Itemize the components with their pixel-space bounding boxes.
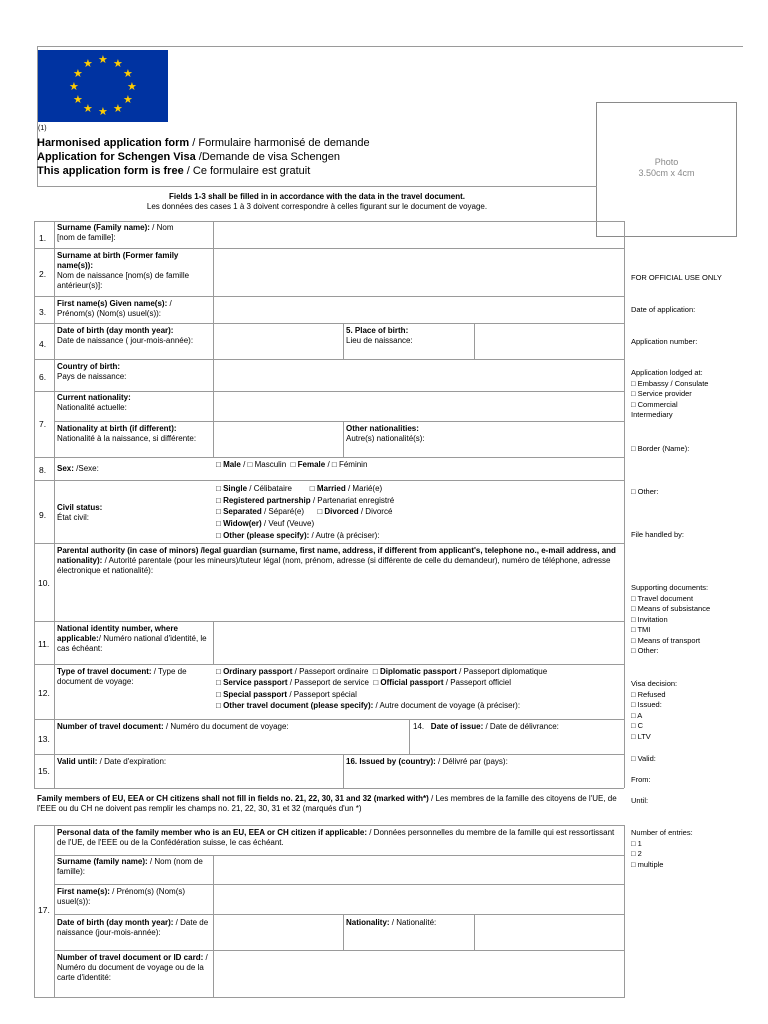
surname-input[interactable] bbox=[214, 222, 623, 247]
field-family-nationality-label: Nationality: / Nationalité: bbox=[346, 918, 437, 927]
supporting-checkbox[interactable]: □ TMI bbox=[631, 625, 651, 634]
row-rule bbox=[34, 788, 624, 789]
civil-option-separated[interactable]: □ Separated / Séparé(e) □ Divorced / Divorcé bbox=[216, 507, 393, 517]
travel-doc-option[interactable]: □ Special passport / Passeport spécial bbox=[216, 689, 357, 699]
row-rule bbox=[34, 480, 624, 481]
official-file-handled: File handled by: bbox=[631, 530, 684, 539]
field-country-birth-label: Country of birth: Pays de naissance: bbox=[57, 362, 127, 381]
field-number: 12. bbox=[38, 688, 50, 698]
civil-option-single[interactable]: □ Single / Célibataire □ Married / Marié(e) bbox=[216, 484, 383, 493]
field-family-doc-number-label: Number of travel document or ID card: / Numéro du document de voyage ou de la carte d'identité: bbox=[57, 953, 208, 982]
supporting-checkbox[interactable]: □ Invitation bbox=[631, 614, 668, 624]
title-line-2: Application for Schengen Visa /Demande de visa Schengen bbox=[37, 151, 341, 163]
field-travel-doc-type-label: Type of travel document: / Type de document de voyage: bbox=[57, 667, 187, 686]
official-application-number: Application number: bbox=[631, 337, 698, 346]
family-dob-input[interactable] bbox=[214, 915, 342, 949]
notice-top-rule bbox=[37, 186, 597, 187]
supporting-checkbox[interactable]: □ Means of subsistance bbox=[631, 604, 711, 613]
sex-options[interactable]: □ Male / □ Masculin □ Female / □ Féminin bbox=[216, 460, 368, 469]
official-lodged-at: Application lodged at: □ Embassy / Consulate □ Service provider □ Commercial Intermediary bbox=[631, 368, 751, 421]
official-border-checkbox[interactable]: □ Border (Name): bbox=[631, 444, 690, 453]
family-doc-number-input[interactable] bbox=[214, 951, 623, 996]
field-other-nationalities-label: Other nationalities: Autre(s) nationalité(s): bbox=[346, 424, 425, 443]
field-number: 6. bbox=[39, 372, 47, 382]
field-number: 13. bbox=[38, 734, 50, 744]
civil-option-widow[interactable]: □ Widow(er) / Veuf (Veuve) bbox=[216, 519, 315, 529]
field-family-member-label: Personal data of the family member who is an EU, EEA or CH citizen if applicable: / Données personnelles du membre de la famille qui est ressortissant de l'UE, de l'EEE ou de la Confédération suisse, le cas échéant. bbox=[57, 828, 615, 847]
field-number: 7. bbox=[39, 419, 47, 429]
field-number: 15. bbox=[38, 766, 50, 776]
dob-input[interactable] bbox=[214, 324, 342, 358]
col-rule bbox=[343, 421, 344, 457]
parental-authority-input[interactable] bbox=[56, 585, 622, 619]
grid-left bbox=[34, 221, 35, 788]
decision-checkbox[interactable]: □ C bbox=[631, 721, 644, 730]
grid-right bbox=[624, 221, 625, 788]
country-birth-input[interactable] bbox=[214, 360, 623, 390]
decision-checkbox[interactable]: □ Issued: bbox=[631, 700, 662, 709]
col-rule bbox=[343, 914, 344, 950]
decision-checkbox[interactable]: □ LTV bbox=[631, 731, 651, 741]
field-first-names-label: First name(s) Given name(s): / Prénom(s) (Nom(s) usuel(s)): bbox=[57, 299, 172, 318]
photo-label: Photo bbox=[654, 157, 679, 167]
fields-notice: Fields 1-3 shall be filled in in accordance with the data in the travel document. Les données des cases 1 à 3 doivent correspondre à celles figurant sur le document de voyage. bbox=[146, 192, 488, 211]
supporting-checkbox[interactable]: □ Other: bbox=[631, 646, 659, 655]
family-first-names-input[interactable] bbox=[214, 885, 623, 913]
family-nationality-input[interactable] bbox=[475, 915, 623, 949]
entries-checkbox[interactable]: □ multiple bbox=[631, 859, 664, 869]
title-line-1: Harmonised application form / Formulaire harmonisé de demande bbox=[37, 137, 370, 149]
row-rule bbox=[34, 543, 624, 544]
national-id-input[interactable] bbox=[214, 622, 623, 663]
photo-box[interactable] bbox=[596, 102, 737, 237]
official-valid-checkbox[interactable]: □ Valid: bbox=[631, 754, 656, 763]
row-rule bbox=[34, 997, 624, 998]
field-number: 4. bbox=[39, 339, 47, 349]
nationality-birth-input[interactable] bbox=[214, 422, 342, 456]
supporting-checkbox[interactable]: □ Means of transport bbox=[631, 635, 701, 645]
field-travel-doc-number-label: Number of travel document: / Numéro du document de voyage: bbox=[57, 722, 289, 731]
field-valid-until-label: Valid until: / Date d'expiration: bbox=[57, 757, 167, 766]
field-nationality-birth-label: Nationality at birth (if different): Nationalité à la naissance, si différente: bbox=[57, 424, 197, 443]
field-number: 10. bbox=[38, 578, 50, 588]
field-issue-date-label: 14. Date of issue: / Date de délivrance: bbox=[413, 722, 559, 731]
field-surname-birth-label: Surname at birth (Former family name(s)): Nom de naissance [nom(s) de famille antérieur(s)]: bbox=[57, 251, 190, 290]
photo-size: 3.50cm x 4cm bbox=[638, 168, 695, 179]
field-family-dob-label: Date of birth (day month year): / Date de naissance (jour-mois-année): bbox=[57, 918, 209, 937]
row-rule bbox=[34, 754, 624, 755]
entries-checkbox[interactable]: □ 1 bbox=[631, 838, 642, 848]
field-family-surname-label: Surname (family name): / Nom (nom de famille): bbox=[57, 857, 203, 876]
row-rule bbox=[34, 825, 624, 826]
civil-option-partnership[interactable]: □ Registered partnership / Partenariat enregistré bbox=[216, 495, 395, 505]
official-date-application: Date of application: bbox=[631, 305, 696, 314]
family-members-notice: Family members of EU, EEA or CH citizens shall not fill in fields no. 21, 22, 30, 31 and 32 (marked with*) / Les membres de la famille des citoyens de l'UE, de l'EEE ou du CH ne doivent pas remplir les champs no. 21, 22, 30, 31 et 32 (marqués d'un *) bbox=[37, 794, 617, 813]
top-rule bbox=[37, 46, 743, 47]
lodged-service-provider-checkbox[interactable]: □ Service provider bbox=[631, 389, 692, 398]
field-number: 2. bbox=[39, 269, 47, 279]
col-rule bbox=[343, 754, 344, 788]
field-dob-label: Date of birth (day month year): Date de naissance ( jour-mois-année): bbox=[57, 326, 194, 345]
col-rule bbox=[343, 323, 344, 359]
field-place-birth-label: 5. Place of birth: Lieu de naissance: bbox=[346, 326, 413, 345]
grid-numcol bbox=[54, 825, 55, 998]
field-number: 17. bbox=[38, 905, 50, 915]
surname-birth-input[interactable] bbox=[214, 249, 623, 295]
field-family-first-names-label: First name(s): / Prénom(s) (Nom(s) usuel(s)): bbox=[57, 887, 186, 906]
decision-checkbox[interactable]: □ A bbox=[631, 710, 643, 720]
row-rule bbox=[34, 664, 624, 665]
field-number: 1. bbox=[39, 233, 47, 243]
field-national-id-label: National identity number, where applicable:/ Numéro national d'identité, le cas échéant: bbox=[57, 624, 207, 653]
field-current-nationality-label: Current nationality: Nationalité actuelle: bbox=[57, 393, 131, 412]
grid-numcol bbox=[54, 221, 55, 788]
row-rule bbox=[34, 719, 624, 720]
first-names-input[interactable] bbox=[214, 297, 623, 322]
official-supporting-documents: Supporting documents: □ Travel document □ Means of subsistance □ Invitation □ TMI □ Means of transport □ Other: bbox=[631, 583, 751, 657]
civil-option-other[interactable]: □ Other (please specify): / Autre (à préciser): bbox=[216, 530, 380, 540]
place-birth-input[interactable] bbox=[475, 324, 623, 358]
grid-left bbox=[34, 825, 35, 998]
decision-checkbox[interactable]: □ Refused bbox=[631, 689, 666, 699]
travel-doc-option[interactable]: □ Service passport / Passeport de service □ Official passport / Passeport officiel bbox=[216, 678, 511, 688]
field-number: 3. bbox=[39, 307, 47, 317]
family-surname-input[interactable] bbox=[214, 856, 623, 883]
travel-doc-option[interactable]: □ Other travel document (please specify): / Autre document de voyage (à préciser): bbox=[216, 700, 521, 710]
col-rule bbox=[409, 719, 410, 754]
field-surname-label: Surname (Family name): / Nom [nom de famille]: bbox=[57, 223, 174, 242]
field-civil-status-label: Civil status: État civil: bbox=[57, 503, 103, 522]
official-other-checkbox[interactable]: □ Other: bbox=[631, 487, 659, 496]
lodged-embassy-checkbox[interactable]: □ Embassy / Consulate bbox=[631, 378, 709, 388]
field-parental-authority-label: Parental authority (in case of minors) /legal guardian (surname, first name, address, if different from applicant's, telephone no., e-mail address, and nationality): / Autorité parentale (pour les mineurs)/tuteur légal (nom, prénom, adresse (si différente de celle du demandeur), numéro de téléphone, adresse électronique et nationalité): bbox=[57, 546, 616, 575]
official-until: Until: bbox=[631, 796, 649, 805]
title-line-3: This application form is free / Ce formulaire est gratuit bbox=[37, 165, 311, 177]
field-sex-label: Sex: /Sexe: bbox=[57, 464, 99, 473]
form-marker: (1) bbox=[38, 125, 47, 132]
grid-right bbox=[624, 825, 625, 998]
current-nationality-input[interactable] bbox=[214, 392, 623, 420]
row-rule bbox=[34, 457, 624, 458]
lodged-commercial-checkbox[interactable]: □ Commercial bbox=[631, 399, 678, 409]
field-issued-by-label: 16. Issued by (country): / Délivré par (pays): bbox=[346, 757, 508, 766]
travel-doc-option[interactable]: □ Ordinary passport / Passeport ordinaire □ Diplomatic passport / Passeport diplomatique bbox=[216, 667, 548, 676]
entries-checkbox[interactable]: □ 2 bbox=[631, 849, 642, 858]
field-number: 8. bbox=[39, 465, 47, 475]
eu-flag-logo: ★ ★ ★ ★ ★ ★ ★ ★ ★ ★ ★ ★ bbox=[38, 50, 168, 122]
supporting-checkbox[interactable]: □ Travel document bbox=[631, 593, 694, 603]
official-from: From: bbox=[631, 775, 651, 784]
travel-doc-options[interactable] bbox=[216, 666, 547, 711]
official-number-entries: Number of entries: □ 1 □ 2 □ multiple bbox=[631, 828, 751, 870]
field-number: 11. bbox=[38, 639, 50, 649]
official-use-title: FOR OFFICIAL USE ONLY bbox=[631, 273, 722, 282]
official-visa-decision: Visa decision: □ Refused □ Issued: □ A □ C □ LTV bbox=[631, 679, 751, 742]
civil-status-options[interactable] bbox=[216, 483, 394, 542]
field-number: 9. bbox=[39, 510, 47, 520]
